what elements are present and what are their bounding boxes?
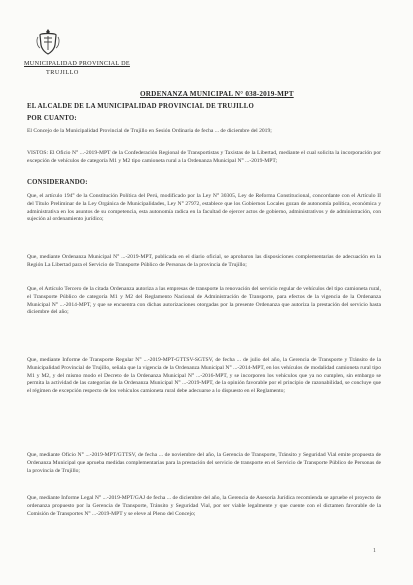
paragraph-session: El Concejo de la Municipalidad Provincial de Trujillo en Sesión Ordinaria de fecha ... de diciembre del 2019; [27,128,272,134]
paragraph-vistos: VISTOS: El Oficio N° ...-2019-MPT de la Confederación Regional de Transportistas y Taxistas de la Libertad, mediante el cual solicita la incorporación por excepción de vehículos de categoría M1 y M2 tipo camioneta rural a la Ordenanza Municipal N° ...-2019-MPT; [27,150,381,164]
ordinance-title: ORDENANZA MUNICIPAL N° 038-2019-MPT [140,90,294,98]
paragraph-legal-report: Que, mediante Informe Legal N° ...-2019-MPT/GAJ de fecha ... de diciembre del año, la Gerencia de Asesoría Jurídica recomienda se apruebe el proyecto de ordenanza propuesto por la Gerencia de Transporte, Tránsito y Seguridad Vial, por ser viable legalmente y que cuente con el dictamen favorable de la Comisión de Transportes N° ...-2019-MPT y se eleve al Pleno del Concejo; [27,495,381,517]
paragraph-constitution: Que, el artículo 194° de la Constitución Política del Perú, modificado por la Ley N° 30305, Ley de Reforma Constitucional, concordante con el Artículo II del Título Preliminar de la Ley Orgánica de Municipalidades, Ley N° 27972, establece que los Gobiernos Locales gozan de autonomía política, económica y administrativa en los asuntos de su competencia, esta autonomía radica en la facultad de ejercer actos de gobierno, administrativos y de administración, con sujeción al ordenamiento jurídico; [27,193,381,223]
por-cuanto-heading: POR CUANTO: [27,115,77,122]
intro-line: EL ALCALDE DE LA MUNICIPALIDAD PROVINCIAL DE TRUJILLO [27,103,254,110]
paragraph-article-third: Que, el Artículo Tercero de la citada Ordenanza autoriza a las empresas de transporte la renovación del servicio regular de vehículos del tipo camioneta rural, el Transporte Público de categoría M1 y M2 del Reglamento Nacional de Administración de Transporte, para efectos de la vigencia de la Ordenanza Municipal N° ...-2014-MPT, y que se encuentra con dichas autorizaciones otorgadas por la presente Ordenanza que autoriza la prestación del servicio hasta diciembre del año; [27,286,381,316]
paragraph-transport-report: Que, mediante Informe de Transporte Regular N° ...-2019-MPT-GTTSV-SGTSV, de fecha ... de julio del año, la Gerencia de Transporte y Tránsito de la Municipalidad Provincial de Trujillo, señala que la vigencia de la Ordenanza Municipal N° ...-2014-MPT, en los vehículos de modalidad camioneta rural tipo M1 y M2, y del mismo modo el Decreto de la Ordenanza Municipal N° ...-2016-MPT, y se incorporen los vehículos que ya no cumplen, sin embargo se permita la actividad de las categorías de la Ordenanza Municipal N° ...-2019-MPT, de la opinión favorable por el principio de razonabilidad, se concluye que el régimen de excepción respecto de los vehículos camioneta rural debe adecuarse a lo dispuesto en el Reglamento; [27,357,381,395]
paragraph-ordinance: Que, mediante Ordenanza Municipal N° ...-2019-MPT, publicada en el diario oficial, se aprobaron las disposiciones complementarias de adecuación en la Región La Libertad para el Servicio de Transporte Público de Personas de la provincia de Trujillo; [27,254,381,268]
coat-of-arms-icon [36,28,60,56]
org-name: MUNICIPALIDAD PROVINCIAL DE [24,60,130,67]
considerando-heading: CONSIDERANDO: [27,179,88,186]
org-city: TRUJILLO [46,69,79,76]
paragraph-oficio: Que, mediante Oficio N° ...-2019-MPT/GTTSV, de fecha ... de noviembre del año, la Gerencia de Transporte, Tránsito y Seguridad Vial emite propuesta de Ordenanza Municipal que aprueba medidas complementarias para la prestación del servicio de transporte en el Servicio de Transporte Público de Personas de la provincia de Trujillo; [27,452,381,474]
page-number: 1 [373,548,376,554]
